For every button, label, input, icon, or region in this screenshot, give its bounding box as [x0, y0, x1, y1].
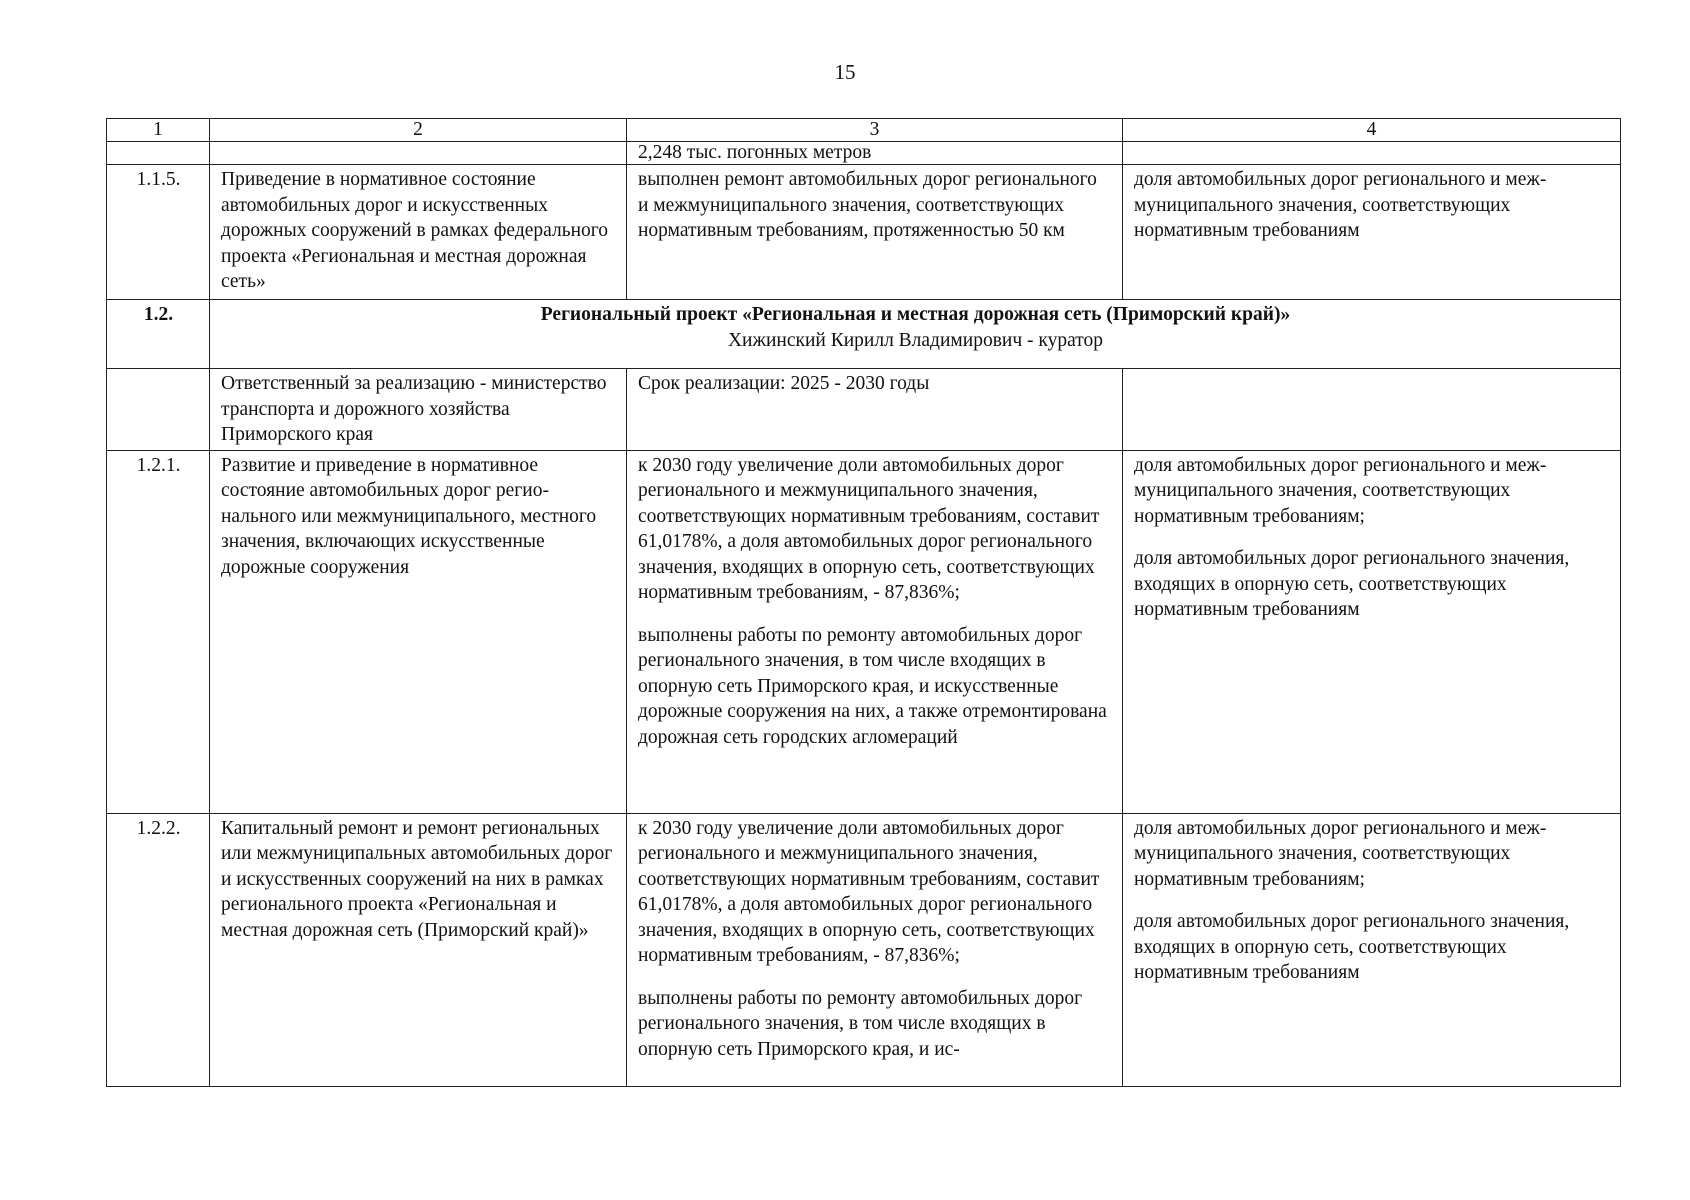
project-header-cell [210, 300, 1621, 369]
header-row [107, 119, 1621, 142]
event-name: Приведение в нормативное состояние автомобильных дорог и искусственных дорожных сооружений в рамках федерального проекта «Региональная и местная дорожная сеть» [210, 165, 627, 300]
expected-result [627, 813, 1123, 1086]
row-number: 1.2.1. [107, 450, 210, 813]
result-paragraph-1: к 2030 году увеличение доли автомобильных дорог регионального и межмуниципального значения, соответствующих нормативным требованиям, составит 61,0178%, а доля автомобильных дорог регионального значения, входящих в опорную сеть, соответствующих нормативным требованиям, - 87,836%; [638, 454, 1100, 603]
indicator-paragraph-1: доля автомобильных дорог регионального и межмуниципального значения, соответствующих нормативным требованиям; [1134, 817, 1547, 890]
project-curator: Хижинский Кирилл Владимирович - куратор [727, 329, 1104, 351]
continuation-col2 [210, 142, 627, 165]
header-col-2: 2 [210, 119, 627, 142]
continuation-num [107, 142, 210, 165]
row-number: 1.2.2. [107, 813, 210, 1086]
project-title: Региональный проект «Региональная и местная дорожная сеть (Приморский край)» [540, 304, 1291, 325]
header-col-4: 4 [1123, 119, 1621, 142]
row-number: 1.2. [107, 300, 210, 369]
result-paragraph-2: выполнены работы по ремонту автомобильных дорог регионального значения, в том числе входящих в опорную сеть Приморского края, и ис- [638, 987, 1083, 1060]
event-name: Развитие и приведение в нормативное состояние автомобильных дорог регионального или межмуниципального, местного значения, включающих искусственные дорожные сооружения [210, 450, 627, 813]
continuation-row [107, 142, 1621, 165]
event-name: Капитальный ремонт и ремонт региональных или межмуниципальных автомобильных дорог и искусственных сооружений на них в рамках регионального проекта «Региональная и местная дорожная сеть (Приморский край)» [210, 813, 627, 1086]
continuation-col3: 2,248 тыс. погонных метров [627, 142, 1123, 165]
result-paragraph-1: к 2030 году увеличение доли автомобильных дорог регионального и межмуниципального значения, соответствующих нормативным требованиям, составит 61,0178%, а доля автомобильных дорог регионального значения, входящих в опорную сеть, соответствующих нормативным требованиям, - 87,836%; [638, 817, 1100, 966]
program-table [106, 118, 1621, 1087]
indicator-paragraph-2: доля автомобильных дорог регионального значения, входящих в опорную сеть, соответствующих нормативным требованиям [1134, 911, 1570, 983]
row-number-empty [107, 369, 210, 451]
header-col-3: 3 [627, 119, 1123, 142]
responsible-text: Ответственный за реализацию - министерство транспорта и дорожного хозяйства Приморского края [210, 369, 627, 451]
expected-result: выполнен ремонт автомобильных дорог регионального и межмуниципального значения, соответствующих нормативным требованиям, протяженностью 50 км [627, 165, 1123, 300]
indicator: доля автомобильных дорог регионального и межмуниципального значения, соответствующих нормативным требованиям [1123, 165, 1621, 300]
indicator [1123, 813, 1621, 1086]
indicator-paragraph-1: доля автомобильных дорог регионального и межмуниципального значения, соответствующих нормативным требованиям; [1134, 454, 1547, 527]
header-col-1: 1 [107, 119, 210, 142]
empty-cell [1123, 369, 1621, 451]
table-row-1-2 [107, 300, 1621, 369]
implementation-period: Срок реализации: 2025 - 2030 годы [627, 369, 1123, 451]
expected-result [627, 450, 1123, 813]
table-row-1-2-2 [107, 813, 1621, 1086]
row-number: 1.1.5. [107, 165, 210, 300]
result-paragraph-2: выполнены работы по ремонту автомобильных дорог регионального значения, в том числе входящих в опорную сеть Приморского края, и искусственные дорожные сооружения на них, а также отремонтирована дорожная сеть городских агломераций [638, 624, 1107, 748]
page-number: 15 [834, 60, 856, 84]
indicator [1123, 450, 1621, 813]
table-row-1-1-5 [107, 165, 1621, 300]
continuation-col4 [1123, 142, 1621, 165]
table-row-1-2-1 [107, 450, 1621, 813]
table-row-responsible [107, 369, 1621, 451]
indicator-paragraph-2: доля автомобильных дорог регионального значения, входящих в опорную сеть, соответствующих нормативным требованиям [1134, 548, 1570, 620]
